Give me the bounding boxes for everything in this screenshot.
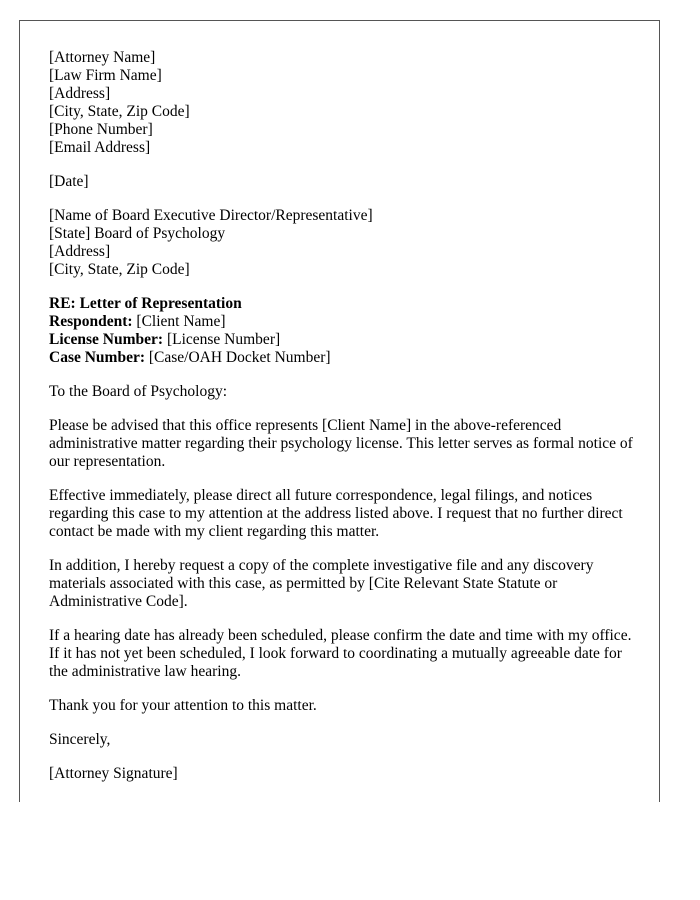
sender-phone: [Phone Number]: [49, 121, 153, 138]
closing: Sincerely,: [49, 731, 111, 748]
re-label: RE: Letter of Representation: [49, 295, 242, 312]
recipient-address: [Address]: [49, 243, 111, 260]
case-value: [Case/OAH Docket Number]: [145, 349, 331, 366]
sender-block: [49, 49, 639, 157]
sender-address: [Address]: [49, 85, 111, 102]
recipient-block: [49, 207, 639, 279]
license-value: [License Number]: [163, 331, 281, 348]
sender-city-state-zip: [City, State, Zip Code]: [49, 103, 190, 120]
reference-block: [49, 295, 639, 367]
recipient-board: [State] Board of Psychology: [49, 225, 226, 242]
body-paragraph: Please be advised that this office represents [Client Name] in the above-referenced administrative matter regarding their psychology license. This letter serves as formal notice of our representation.: [49, 417, 633, 470]
case-line: [49, 349, 639, 367]
letter-content: [49, 49, 639, 799]
sender-name: [Attorney Name]: [49, 49, 156, 66]
salutation: To the Board of Psychology:: [49, 383, 228, 400]
sender-firm: [Law Firm Name]: [49, 67, 162, 84]
body-paragraph: Effective immediately, please direct all future correspondence, legal filings, and notices regarding this case to my attention at the address listed above. I request that no further direct contact be made with my client regarding this matter.: [49, 487, 623, 540]
sender-email: [Email Address]: [49, 139, 151, 156]
date-block: [49, 173, 639, 191]
body-paragraph: In addition, I hereby request a copy of the complete investigative file and any discovery materials associated with this case, as permitted by [Cite Relevant State Statute or Administrative Code].: [49, 557, 594, 610]
signature-placeholder: [Attorney Signature]: [49, 765, 178, 782]
re-line: [49, 295, 639, 313]
letter-page: [19, 20, 660, 802]
body-paragraph: Thank you for your attention to this matter.: [49, 697, 317, 714]
license-label: License Number:: [49, 331, 164, 348]
letter-date: [Date]: [49, 173, 89, 190]
recipient-name: [Name of Board Executive Director/Representative]: [49, 207, 373, 224]
case-label: Case Number:: [49, 349, 145, 366]
body-paragraph: If a hearing date has already been scheduled, please confirm the date and time with my office. If it has not yet been scheduled, I look forward to coordinating a mutually agreeable date for the administrative law hearing.: [49, 627, 632, 680]
respondent-line: [49, 313, 639, 331]
license-line: [49, 331, 639, 349]
recipient-city-state-zip: [City, State, Zip Code]: [49, 261, 190, 278]
respondent-value: [Client Name]: [132, 313, 226, 330]
respondent-label: Respondent:: [49, 313, 133, 330]
